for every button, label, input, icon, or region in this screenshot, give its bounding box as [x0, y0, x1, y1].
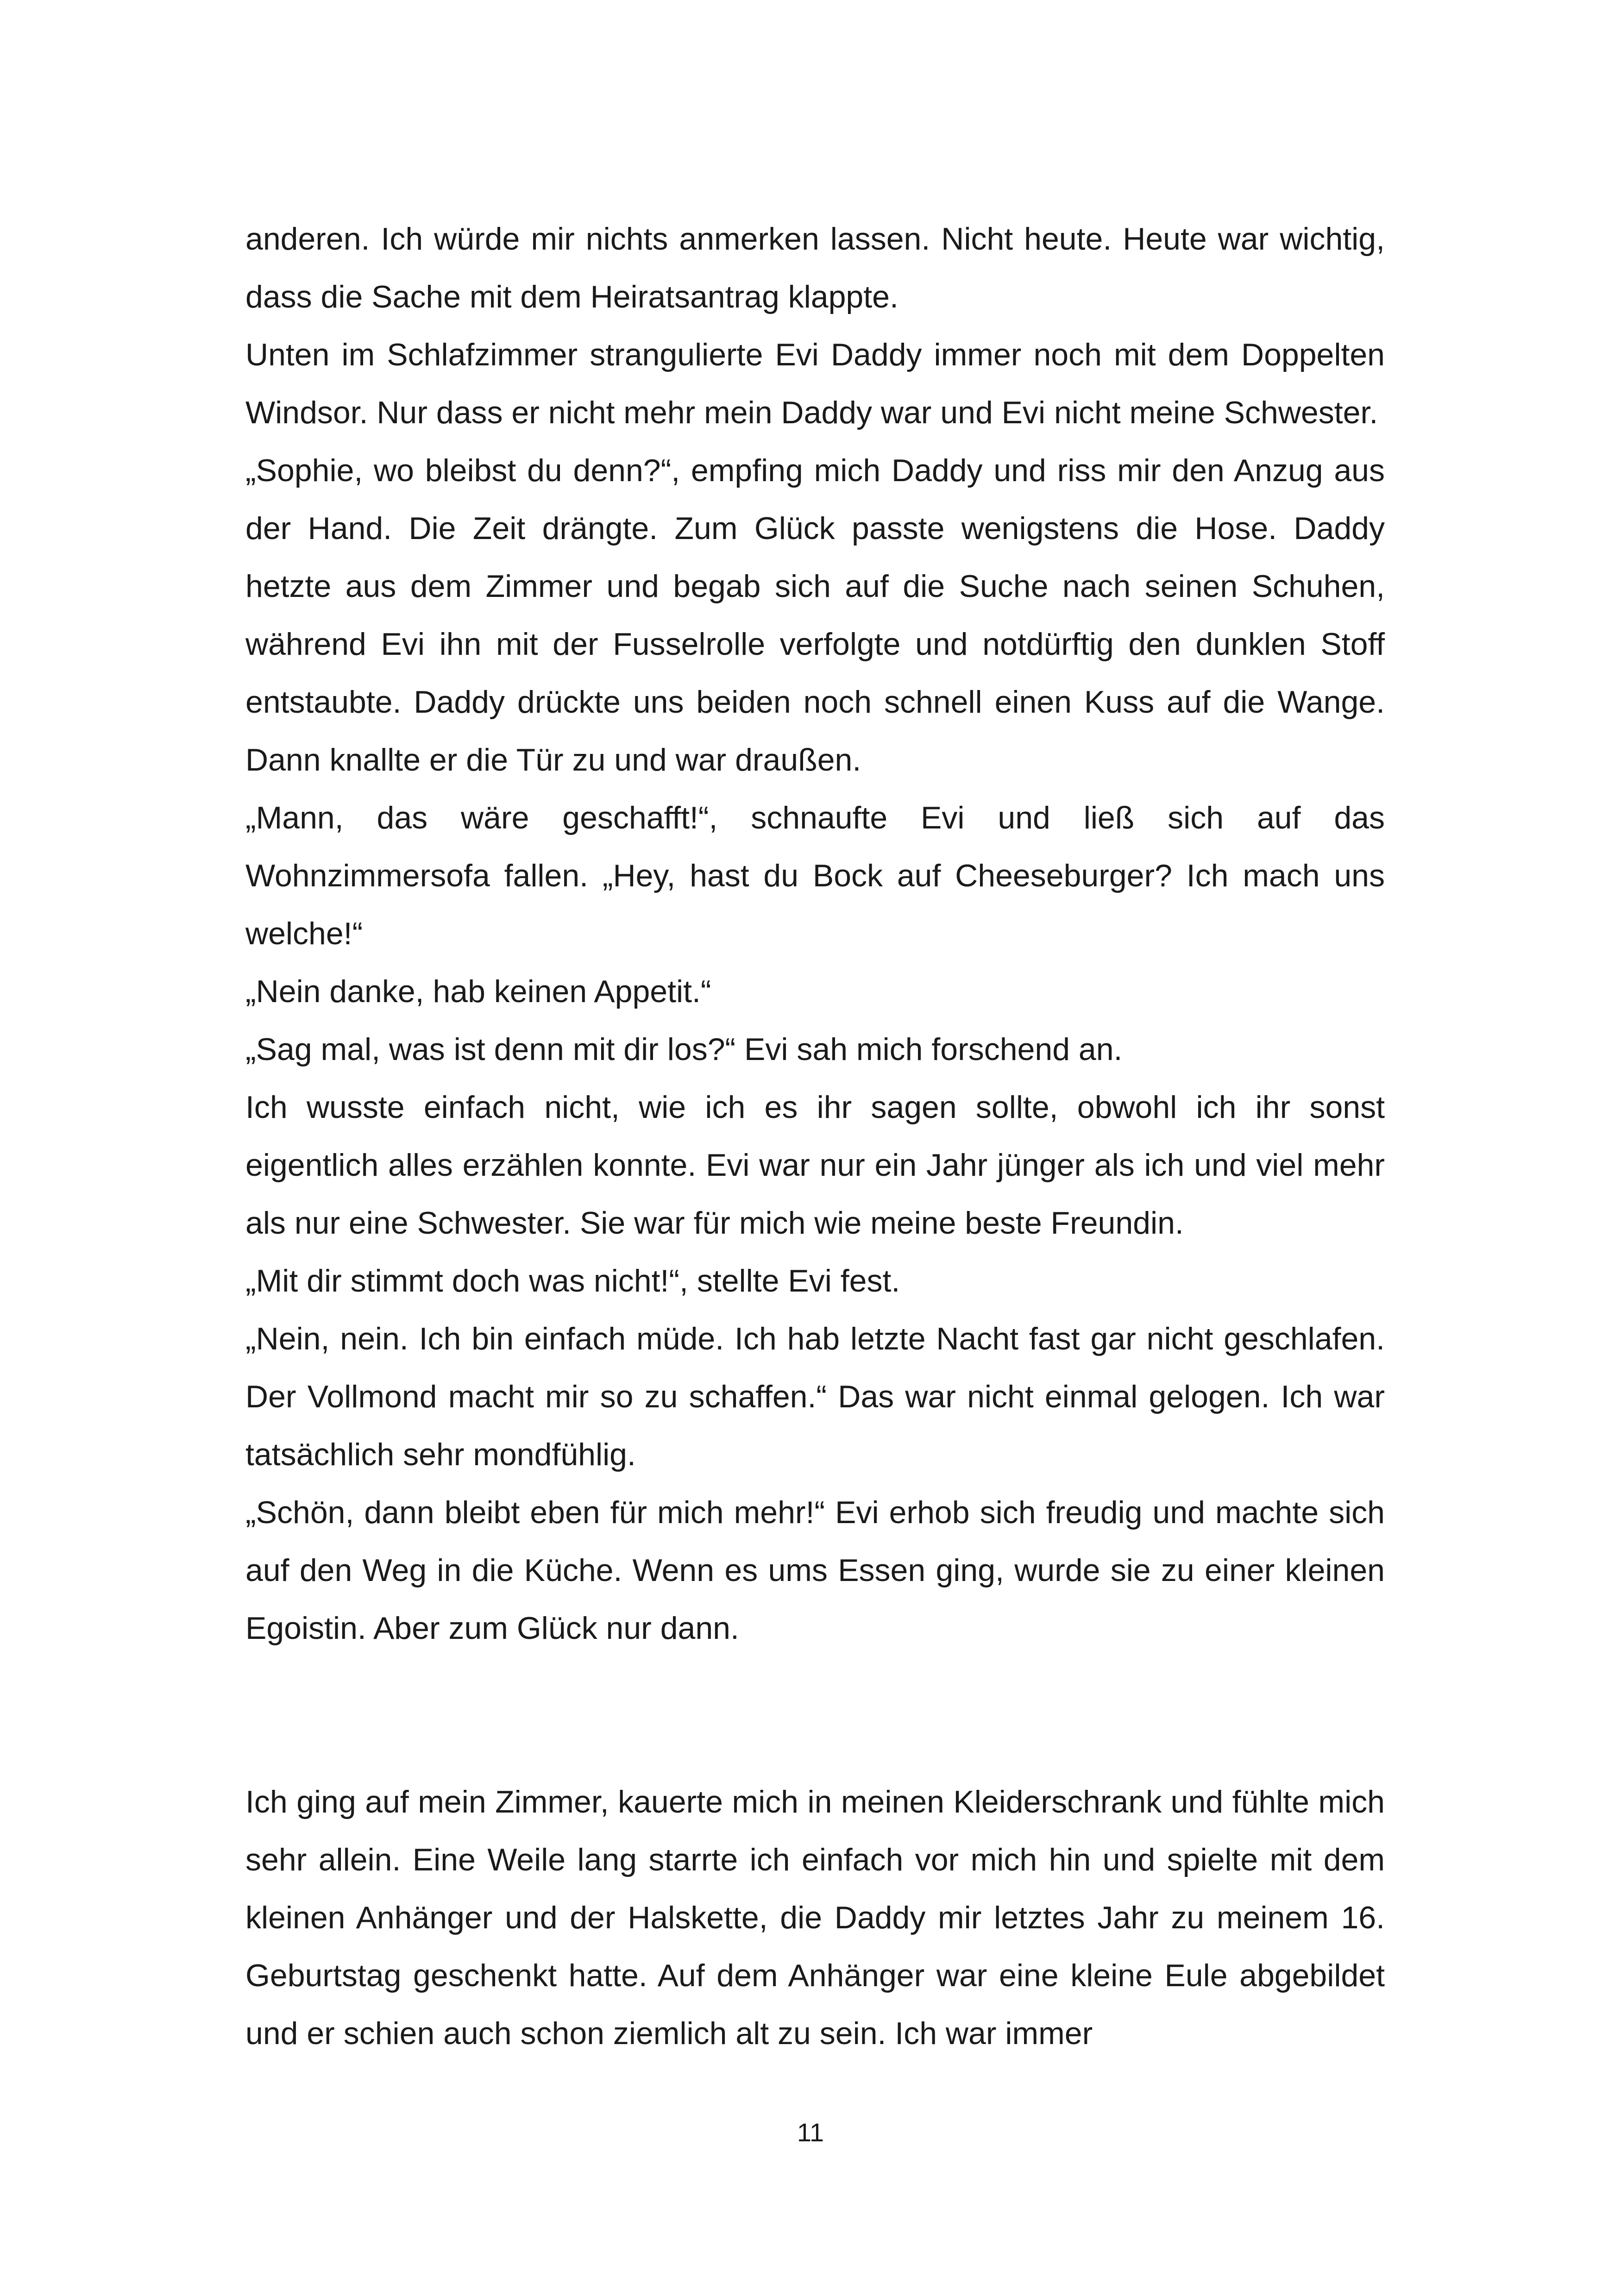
paragraph: „Mann, das wäre geschafft!“, schnaufte Evi und ließ sich auf das Wohnzimmersofa fallen. „Hey, hast du Bock auf Cheeseburger? Ich mach uns welche!“: [245, 800, 1385, 951]
paragraph: Unten im Schlafzimmer strangulierte Evi Daddy immer noch mit dem Doppelten Windsor. Nur dass er nicht mehr mein Daddy war und Evi nicht meine Schwester.: [245, 337, 1385, 430]
paragraph: „Mit dir stimmt doch was nicht!“, stellte Evi fest.: [245, 1263, 900, 1299]
paragraph: „Sag mal, was ist denn mit dir los?“ Evi sah mich forschend an.: [245, 1032, 1123, 1067]
paragraph: Ich ging auf mein Zimmer, kauerte mich in meinen Kleiderschrank und fühlte mich sehr allein. Eine Weile lang starrte ich einfach vor mich hin und spielte mit dem kleinen Anhänger und der Halskette, die Daddy mir letztes Jahr zu meinem 16. Geburtstag geschenkt hatte. Auf dem Anhänger war eine kleine Eule abgebildet und er schien auch schon ziemlich alt zu sein. Ich war immer: [245, 1784, 1385, 2051]
paragraph: Ich wusste einfach nicht, wie ich es ihr sagen sollte, obwohl ich ihr sonst eigentlich alles erzählen konnte. Evi war nur ein Jahr jünger als ich und viel mehr als nur eine Schwester. Sie war für mich wie meine beste Freundin.: [245, 1090, 1385, 1241]
text-section-1: [245, 210, 1385, 1657]
page-number: 11: [797, 2118, 824, 2147]
paragraph: „Sophie, wo bleibst du denn?“, empfing mich Daddy und riss mir den Anzug aus der Hand. Die Zeit drängte. Zum Glück passte wenigstens die Hose. Daddy hetzte aus dem Zimmer und begab sich auf die Suche nach seinen Schuhen, während Evi ihn mit der Fusselrolle verfolgte und notdürftig den dunklen Stoff entstaubte. Daddy drückte uns beiden noch schnell einen Kuss auf die Wange. Dann knallte er die Tür zu und war draußen.: [245, 453, 1385, 778]
text-section-2: [245, 1773, 1385, 2063]
paragraph: „Nein danke, hab keinen Appetit.“: [245, 974, 711, 1009]
paragraph: „Schön, dann bleibt eben für mich mehr!“ Evi erhob sich freudig und machte sich auf den Weg in die Küche. Wenn es ums Essen ging, wurde sie zu einer kleinen Egoistin. Aber zum Glück nur dann.: [245, 1495, 1385, 1646]
paragraph: „Nein, nein. Ich bin einfach müde. Ich hab letzte Nacht fast gar nicht geschlafen. Der Vollmond macht mir so zu schaffen.“ Das war nicht einmal gelogen. Ich war tatsächlich sehr mondfühlig.: [245, 1321, 1385, 1472]
paragraph: anderen. Ich würde mir nichts anmerken lassen. Nicht heute. Heute war wichtig, dass die Sache mit dem Heiratsantrag klappte.: [245, 221, 1385, 314]
